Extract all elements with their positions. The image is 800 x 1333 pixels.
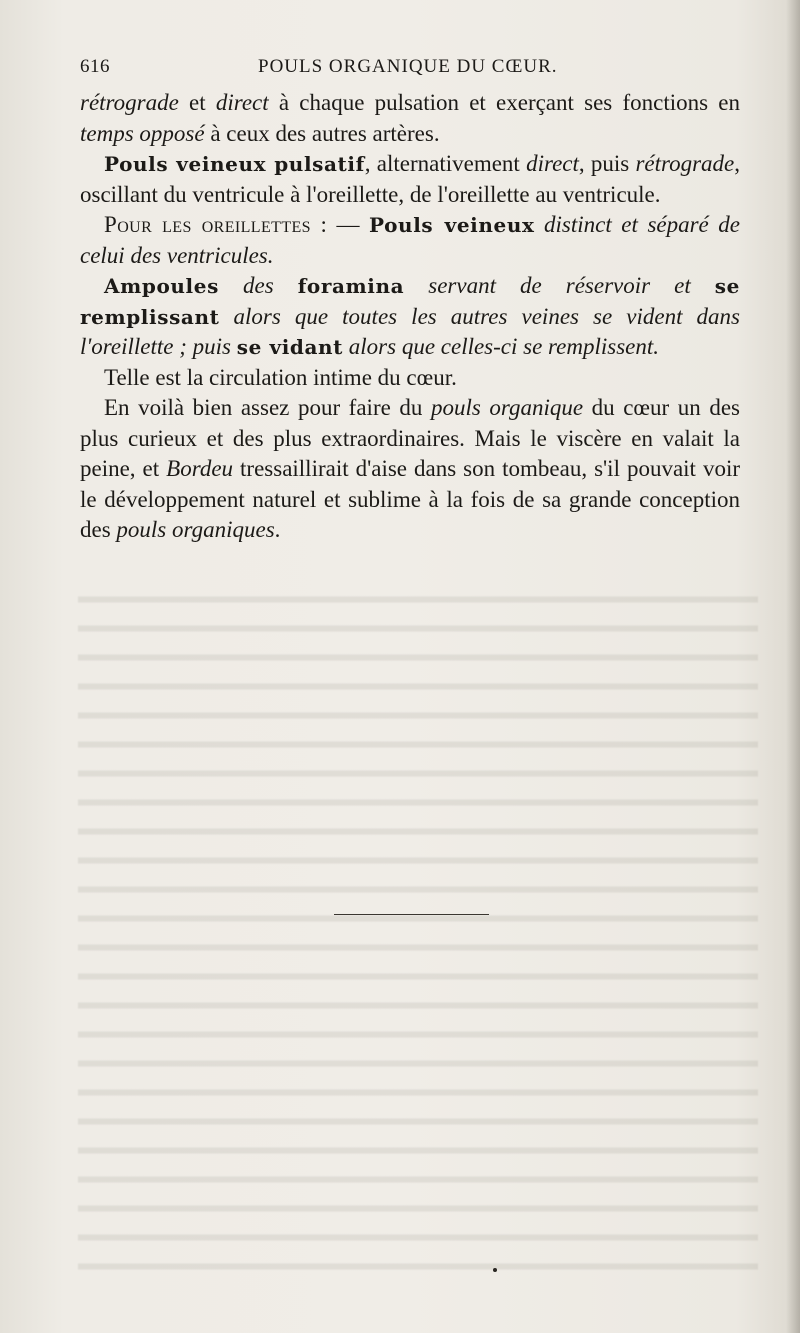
body-text [80,88,740,546]
italic-phrase: temps opposé [80,120,205,146]
bold-term: Pouls veineux pulsatif [104,152,365,176]
italic-phrase: alors que celles-ci se remplissent. [343,334,660,359]
section-divider-rule [334,914,489,915]
italic-phrase: alors que toutes les autres veines se vident dans l'oreillette ; puis [80,303,740,359]
page-number: 616 [80,56,110,77]
bold-term: se vidant [236,335,344,359]
paragraph-6 [80,393,740,546]
paragraph-1 [80,88,740,149]
text-run [535,212,545,237]
italic-word: direct [215,90,269,115]
text-run: , alternativement [364,151,527,176]
paragraph-4 [80,271,740,363]
page-edge-shadow [786,0,800,1333]
page-header [80,56,744,86]
text-run: à chaque pulsation et exerçant ses fonctions en [268,90,740,115]
text-run: Telle est la circulation intime du cœur. [104,364,457,390]
italic-word: direct [526,151,579,176]
ink-speck [493,1268,497,1272]
italic-name: Bordeu [166,456,234,481]
italic-word: rétrograde [635,151,735,176]
text-run: En voilà bien assez pour faire du [104,395,431,420]
running-head: POULS ORGANIQUE DU CŒUR. [258,56,558,77]
text-run: à ceux des autres artères. [204,120,440,146]
text-run: du cœur un des plus curieux et des plus extraordinaires. Mais le viscère en valait la peine, et [80,395,740,481]
bold-term: Ampoules [104,274,219,298]
italic-phrase: pouls organique [430,395,584,420]
text-run: tressaillirait d'aise dans son tombeau, s'il pouvait voir le développement naturel et sublime à la fois de sa grande conception des [80,456,741,542]
paragraph-3 [80,210,740,271]
italic-phrase: pouls organiques [116,517,275,542]
text-run: . [274,517,281,542]
text-run: , oscillant du ventricule à l'oreillette, de l'oreillette au ventricule. [80,151,741,207]
show-through-texture [78,580,758,1280]
text-run: et [178,90,216,115]
italic-phrase: distinct et séparé de celui des ventricules. [80,212,741,268]
italic-phrase: servant de réservoir et [404,273,715,298]
bold-term: Pouls veineux [369,213,535,237]
text-run: , puis [578,151,636,176]
italic-phrase: des [218,273,298,298]
small-caps-heading: Pour les oreillettes [104,212,311,237]
text-run: : — [310,212,370,237]
bold-term: foramina [297,274,405,298]
paragraph-2 [80,149,740,210]
bold-term: se remplissant [80,274,740,329]
italic-word: rétrograde [80,90,179,115]
paragraph-5 [80,363,740,394]
